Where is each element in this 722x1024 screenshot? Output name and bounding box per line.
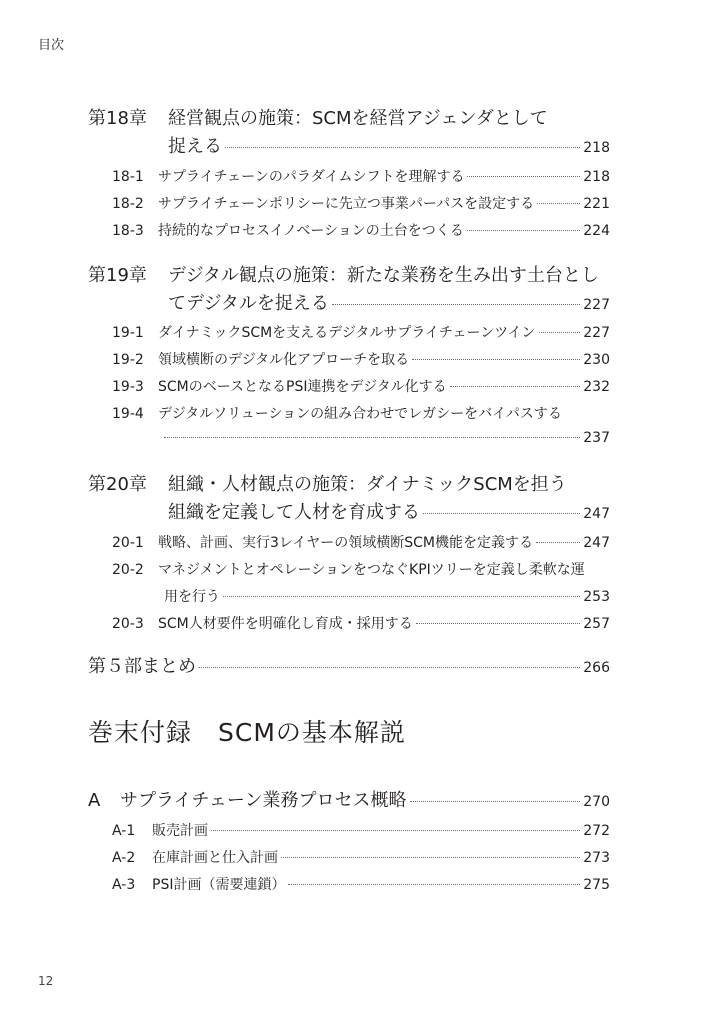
section-number: 19-1 <box>112 325 144 341</box>
section-title: ダイナミックSCMを支えるデジタルサプライチェーンツイン <box>158 325 536 341</box>
section-title: SCMのベースとなるPSI連携をデジタル化する <box>158 379 447 395</box>
chapter-title: デジタル観点の施策：新たな業務を生み出す土台とし <box>168 265 599 286</box>
section-number: 20-2 <box>112 562 144 578</box>
summary-title: 第５部まとめ <box>88 656 196 677</box>
page-number: 218 <box>583 140 610 156</box>
chapter-number: 第20章 <box>88 474 147 495</box>
page-number: 227 <box>583 297 610 313</box>
page-number: 257 <box>583 616 610 632</box>
chapter-title-continued: 捉える <box>168 136 222 157</box>
page-number: 230 <box>583 352 610 368</box>
dot-leader <box>467 176 580 177</box>
chapter-18-title-line1 <box>88 104 610 130</box>
section-number: 19-4 <box>112 406 144 422</box>
page-number: 221 <box>583 196 610 212</box>
dot-leader <box>223 596 580 597</box>
section-number: 19-2 <box>112 352 144 368</box>
section-number: A-3 <box>112 877 136 893</box>
section-19-3[interactable] <box>112 376 610 396</box>
chapter-number: 第19章 <box>88 265 147 286</box>
page-number: 218 <box>583 169 610 185</box>
section-title: マネジメントとオペレーションをつなぐKPIツリーを定義し柔軟な運 <box>158 562 585 578</box>
section-title: PSI計画（需要連鎖） <box>152 877 286 893</box>
chapter-19-title-line2[interactable] <box>168 289 610 315</box>
dot-leader <box>539 332 581 333</box>
dot-leader <box>450 386 581 387</box>
section-number: 18-2 <box>112 196 144 212</box>
page-number: 247 <box>583 535 610 551</box>
section-title: SCM人材要件を明確化し育成・採用する <box>158 616 413 632</box>
section-title: 販売計画 <box>152 823 208 839</box>
dot-leader <box>537 203 580 204</box>
section-19-1[interactable] <box>112 322 610 342</box>
dot-leader <box>225 147 580 148</box>
page-number: 275 <box>583 877 610 893</box>
chapter-title: 経営観点の施策：SCMを経営アジェンダとして <box>168 108 548 129</box>
dot-leader <box>281 857 580 858</box>
page-number: 270 <box>583 794 610 810</box>
page-number: 224 <box>583 223 610 239</box>
section-19-4-line2[interactable] <box>164 430 610 446</box>
section-19-4-line1[interactable] <box>112 403 610 423</box>
appendix-number: A <box>88 790 101 811</box>
dot-leader <box>467 230 581 231</box>
chapter-19-title-line1 <box>88 261 610 287</box>
page-number: 247 <box>583 506 610 522</box>
section-number: 19-3 <box>112 379 144 395</box>
section-title: 在庫計画と仕入計画 <box>152 850 278 866</box>
chapter-title-continued: てデジタルを捉える <box>168 293 329 314</box>
section-18-3[interactable] <box>112 220 610 240</box>
section-20-1[interactable] <box>112 532 610 552</box>
page-number-footer: 12 <box>38 974 54 988</box>
page-number: 266 <box>583 660 610 676</box>
section-20-2-line2[interactable] <box>164 586 610 606</box>
section-18-2[interactable] <box>112 193 610 213</box>
dot-leader <box>199 667 580 668</box>
section-20-2-line1[interactable] <box>112 559 610 579</box>
section-20-3[interactable] <box>112 613 610 633</box>
appendix-section-a-2[interactable] <box>112 847 610 867</box>
dot-leader <box>288 884 580 885</box>
section-number: 18-1 <box>112 169 144 185</box>
running-header: 目次 <box>38 38 65 53</box>
section-title: 領域横断のデジタル化アプローチを取る <box>158 352 410 368</box>
dot-leader <box>423 513 580 514</box>
chapter-title-continued: 組織を定義して人材を育成する <box>168 502 420 523</box>
dot-leader <box>164 437 580 438</box>
appendix-section-a-3[interactable] <box>112 874 610 894</box>
page-number: 253 <box>583 589 610 605</box>
page-number: 232 <box>583 379 610 395</box>
dot-leader <box>410 801 581 802</box>
section-title: デジタルソリューションの組み合わせでレガシーをバイパスする <box>158 406 562 422</box>
chapter-20-title-line2[interactable] <box>168 498 610 524</box>
part-summary[interactable] <box>88 652 610 678</box>
section-number: 20-3 <box>112 616 144 632</box>
page-number: 227 <box>583 325 610 341</box>
section-title: サプライチェーンポリシーに先立つ事業パーパスを設定する <box>158 196 535 212</box>
section-number: A-2 <box>112 850 136 866</box>
section-number: 20-1 <box>112 535 144 551</box>
appendix-heading: 巻末付録 SCMの基本解説 <box>88 718 406 747</box>
section-title: サプライチェーンのパラダイムシフトを理解する <box>158 169 465 185</box>
chapter-number: 第18章 <box>88 108 147 129</box>
chapter-18-title-line2[interactable] <box>168 132 610 158</box>
dot-leader <box>412 359 580 360</box>
dot-leader <box>332 304 580 305</box>
section-19-2[interactable] <box>112 349 610 369</box>
section-number: 18-3 <box>112 223 144 239</box>
section-number: A-1 <box>112 823 136 839</box>
section-18-1[interactable] <box>112 166 610 186</box>
chapter-title: 組織・人材観点の施策：ダイナミックSCMを担う <box>168 474 567 495</box>
chapter-20-title-line1 <box>88 470 610 496</box>
dot-leader <box>211 830 580 831</box>
section-title-continued: 用を行う <box>164 589 220 605</box>
section-title: 持続的なプロセスイノベーションの土台をつくる <box>158 223 464 239</box>
page-number: 237 <box>583 430 610 446</box>
appendix-a[interactable] <box>88 786 610 812</box>
appendix-title: サプライチェーン業務プロセス概略 <box>120 790 407 811</box>
appendix-section-a-1[interactable] <box>112 820 610 840</box>
page-number: 272 <box>583 823 610 839</box>
section-title: 戦略、計画、実行3レイヤーの領域横断SCM機能を定義する <box>158 535 533 551</box>
dot-leader <box>416 623 581 624</box>
dot-leader <box>536 542 580 543</box>
page-number: 273 <box>583 850 610 866</box>
